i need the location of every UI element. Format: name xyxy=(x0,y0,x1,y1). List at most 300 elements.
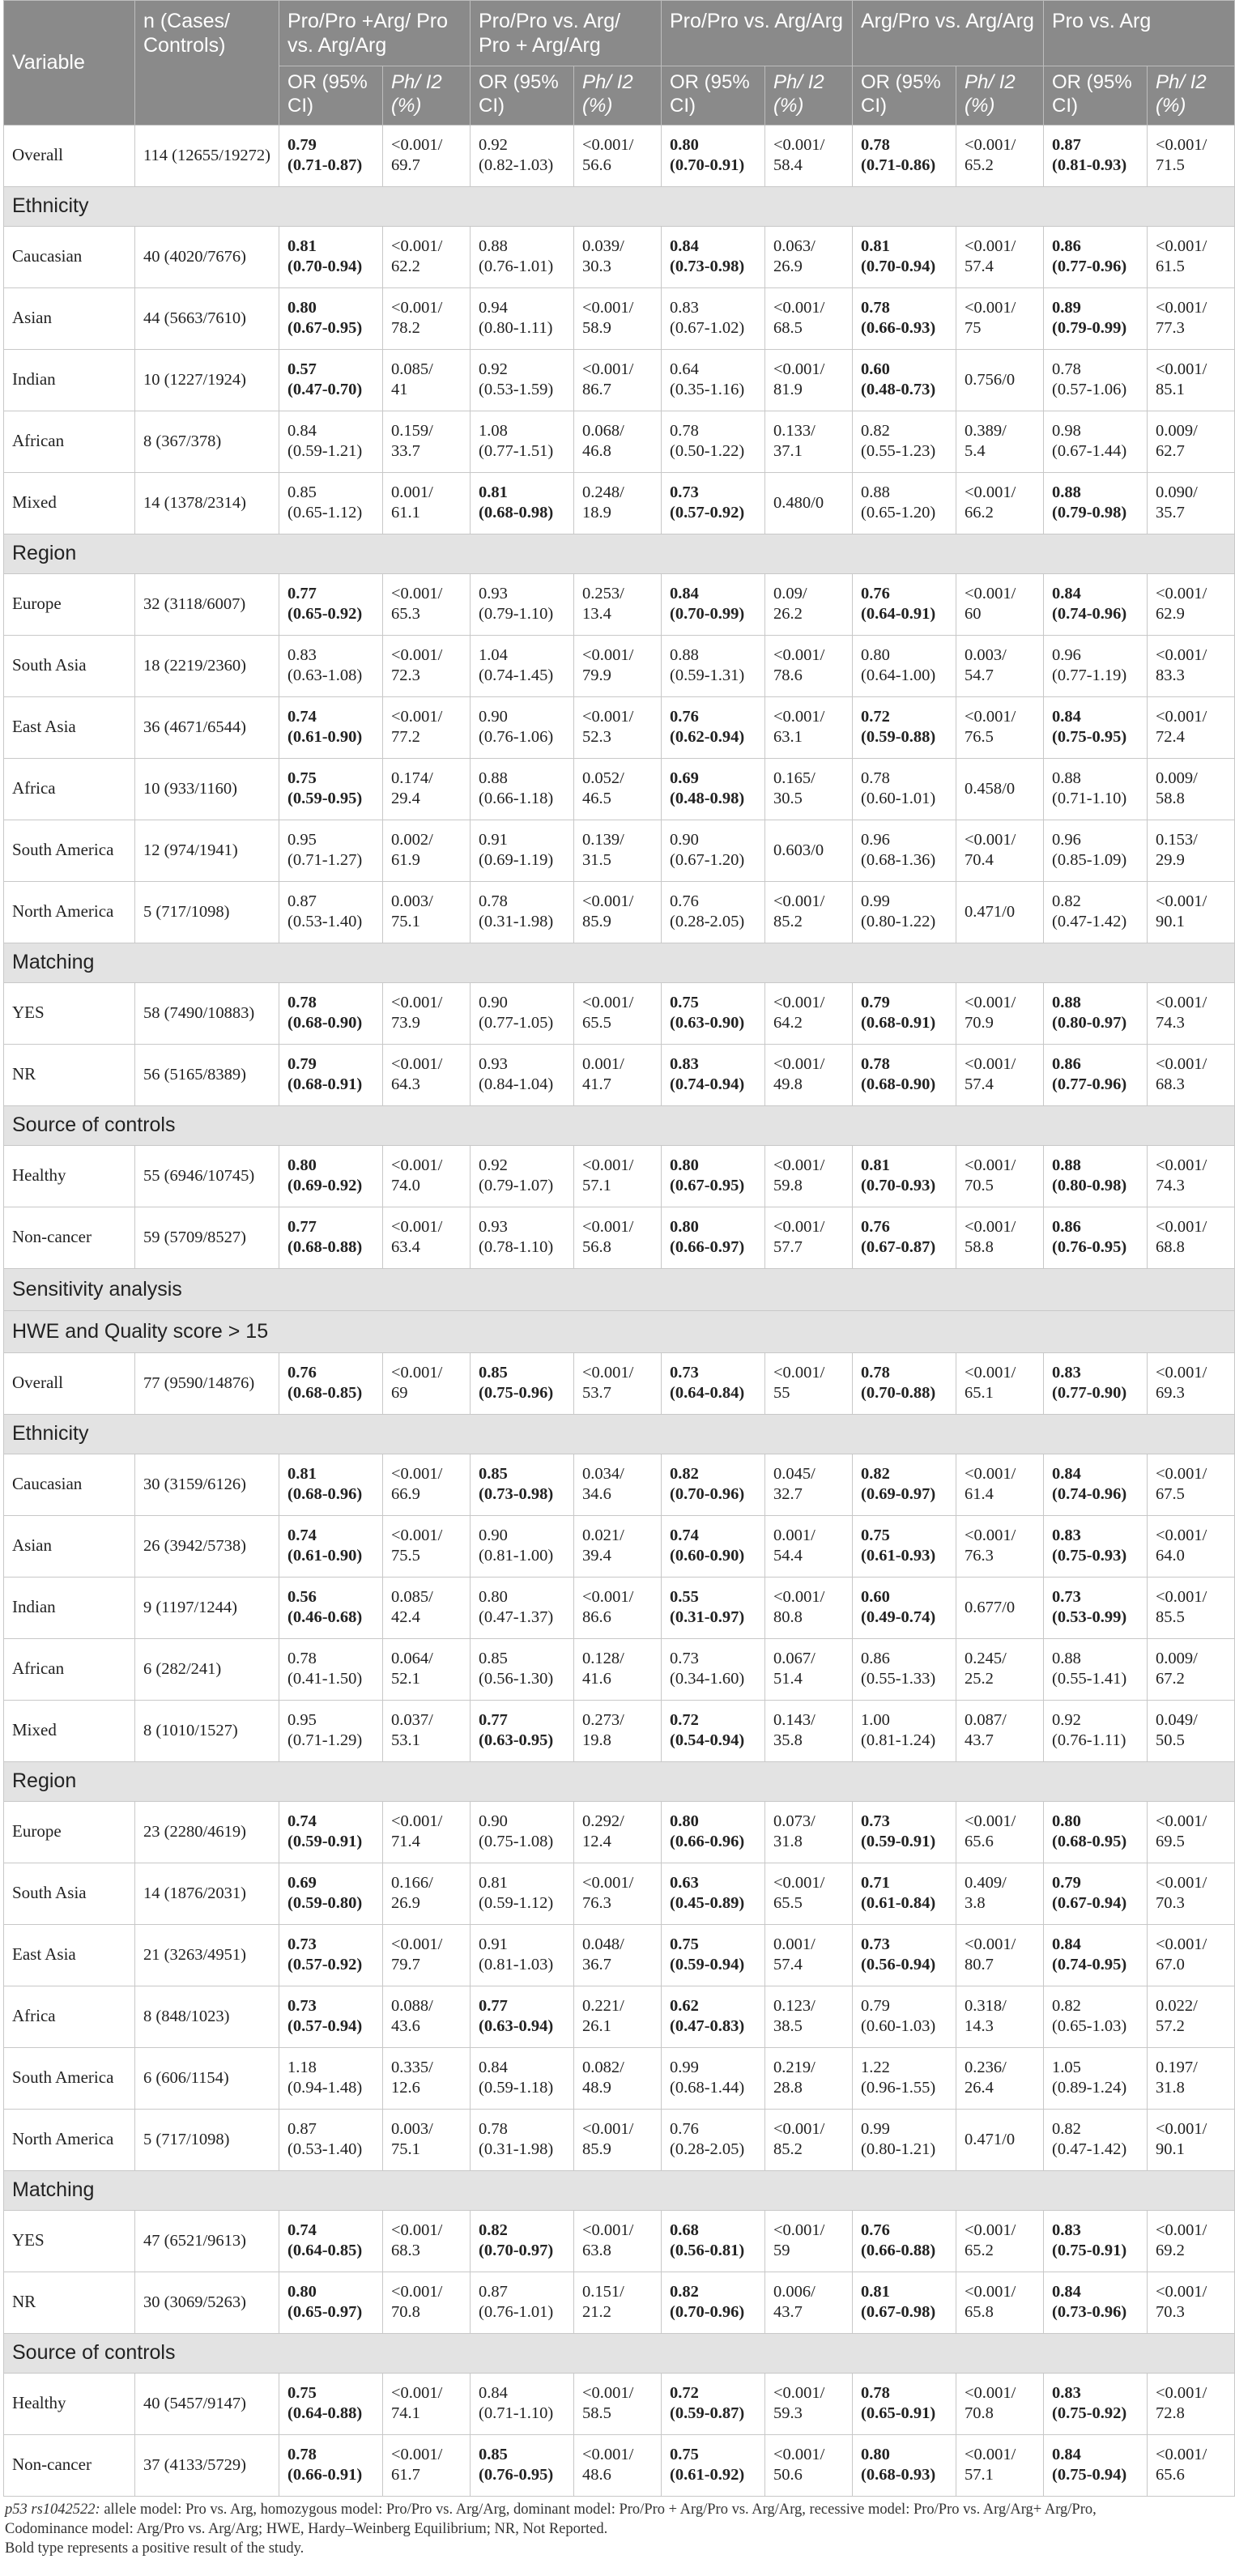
or-ci-cell xyxy=(471,1700,574,1761)
i-squared: 76.3 xyxy=(582,1894,611,1913)
or-ci-cell xyxy=(1044,1352,1148,1414)
i-squared: 78.6 xyxy=(773,666,803,685)
row-n-cases-controls: 58 (7490/10883) xyxy=(135,982,279,1044)
or-ci-cell xyxy=(853,2047,956,2109)
or-ci-cell xyxy=(1044,696,1148,758)
ph-i2-cell xyxy=(383,2109,471,2170)
odds-ratio: 0.84 xyxy=(287,422,317,441)
table-row xyxy=(4,2373,1235,2434)
or-ci-cell xyxy=(662,1638,765,1700)
table-row xyxy=(4,1515,1235,1577)
p-heterogeneity: <0.001/ xyxy=(965,2384,1016,2403)
p-heterogeneity: <0.001/ xyxy=(965,2221,1016,2240)
i-squared: 79.7 xyxy=(391,1956,420,1974)
odds-ratio: 0.80 xyxy=(1052,1812,1081,1831)
confidence-interval: (0.49-0.74) xyxy=(861,1608,936,1627)
odds-ratio: 0.87 xyxy=(1052,136,1081,155)
section-label: Matching xyxy=(4,2170,1235,2210)
or-ci-cell xyxy=(853,2109,956,2170)
row-n-cases-controls: 77 (9590/14876) xyxy=(135,1352,279,1414)
odds-ratio: 0.71 xyxy=(861,1874,890,1893)
confidence-interval: (0.54-0.94) xyxy=(670,1731,745,1750)
i-squared: 46.8 xyxy=(582,442,611,461)
p-heterogeneity: 0.236/ xyxy=(965,2059,1007,2077)
confidence-interval: (0.41-1.50) xyxy=(287,1670,363,1688)
ph-i2-cell xyxy=(956,1700,1044,1761)
or-ci-cell xyxy=(853,2373,956,2434)
odds-ratio: 0.76 xyxy=(861,1218,890,1237)
odds-ratio: 0.83 xyxy=(1052,2384,1081,2403)
row-n-cases-controls: 40 (5457/9147) xyxy=(135,2373,279,2434)
ph-i2-cell xyxy=(1148,125,1235,186)
i-squared: 68.8 xyxy=(1156,1238,1185,1257)
confidence-interval: (0.59-0.91) xyxy=(287,1833,363,1851)
p-heterogeneity: 0.003/ xyxy=(965,646,1007,665)
odds-ratio: 0.92 xyxy=(479,136,508,155)
odds-ratio: 0.99 xyxy=(670,2059,699,2077)
subheader-ph-i2 xyxy=(956,66,1044,126)
i-squared: 65.2 xyxy=(965,156,994,175)
i-squared: 65.6 xyxy=(965,1833,994,1851)
or-ci-cell xyxy=(662,1801,765,1863)
or-ci-cell xyxy=(853,1145,956,1207)
ph-i2-cell xyxy=(1148,1924,1235,1986)
odds-ratio: 0.85 xyxy=(479,1650,508,1668)
row-n-cases-controls: 12 (974/1941) xyxy=(135,820,279,881)
p-heterogeneity: <0.001/ xyxy=(773,299,825,317)
odds-ratio: 0.73 xyxy=(287,1935,317,1954)
confidence-interval: (0.47-0.83) xyxy=(670,2017,745,2036)
ph-i2-cell xyxy=(1148,1700,1235,1761)
ph-i2-cell xyxy=(1148,1515,1235,1577)
row-n-cases-controls: 8 (848/1023) xyxy=(135,1986,279,2047)
i-squared: 30.3 xyxy=(582,258,611,276)
odds-ratio: 0.96 xyxy=(1052,831,1081,849)
odds-ratio: 0.81 xyxy=(861,237,890,256)
odds-ratio: 0.82 xyxy=(479,2221,508,2240)
ph-i2-cell xyxy=(383,1207,471,1268)
or-ci-cell xyxy=(279,2109,383,2170)
row-variable: East Asia xyxy=(4,696,135,758)
or-ci-cell xyxy=(662,411,765,472)
row-variable: Indian xyxy=(4,1577,135,1638)
ph-i2-cell xyxy=(574,1801,662,1863)
p-heterogeneity: 0.756/0 xyxy=(965,370,1016,389)
i-squared: 74.3 xyxy=(1156,1014,1185,1033)
odds-ratio: 0.92 xyxy=(479,360,508,379)
odds-ratio: 0.77 xyxy=(479,1711,508,1730)
p-heterogeneity: 0.049/ xyxy=(1156,1711,1198,1730)
row-n-cases-controls: 37 (4133/5729) xyxy=(135,2434,279,2496)
ph-i2-cell xyxy=(383,635,471,696)
odds-ratio: 0.96 xyxy=(1052,646,1081,665)
table-row xyxy=(4,1352,1235,1414)
ph-i2-cell xyxy=(765,1638,853,1700)
odds-ratio: 0.93 xyxy=(479,1055,508,1074)
row-variable: East Asia xyxy=(4,1924,135,1986)
i-squared: 51.4 xyxy=(773,1670,803,1688)
odds-ratio: 0.86 xyxy=(861,1650,890,1668)
odds-ratio: 0.80 xyxy=(670,1812,699,1831)
or-ci-cell xyxy=(279,635,383,696)
confidence-interval: (0.68-0.91) xyxy=(861,1014,936,1033)
p-heterogeneity: <0.001/ xyxy=(965,1526,1016,1545)
i-squared: 21.2 xyxy=(582,2303,611,2322)
or-ci-cell xyxy=(279,1577,383,1638)
odds-ratio: 0.88 xyxy=(1052,1650,1081,1668)
p-heterogeneity: 0.009/ xyxy=(1156,422,1198,441)
p-heterogeneity: <0.001/ xyxy=(1156,1156,1207,1175)
odds-ratio: 0.84 xyxy=(1052,585,1081,603)
i-squared: 85.2 xyxy=(773,2140,803,2159)
confidence-interval: (0.64-0.88) xyxy=(287,2404,363,2423)
or-ci-cell xyxy=(662,1515,765,1577)
i-squared: 69 xyxy=(391,1384,408,1403)
p-heterogeneity: 0.037/ xyxy=(391,1711,433,1730)
ph-i2-cell xyxy=(574,2210,662,2272)
i-squared: 75 xyxy=(965,319,982,338)
subheader-ph-i2-label: Ph/ I2 (%) xyxy=(582,71,633,117)
confidence-interval: (0.56-0.94) xyxy=(861,1956,936,1974)
p-heterogeneity: <0.001/ xyxy=(582,299,634,317)
or-ci-cell xyxy=(1044,2272,1148,2333)
i-squared: 28.8 xyxy=(773,2079,803,2097)
or-ci-cell xyxy=(662,758,765,820)
or-ci-cell xyxy=(853,349,956,411)
odds-ratio: 0.75 xyxy=(287,769,317,788)
odds-ratio: 0.75 xyxy=(670,2446,699,2464)
or-ci-cell xyxy=(853,573,956,635)
p-heterogeneity: 0.034/ xyxy=(582,1465,624,1484)
p-heterogeneity: <0.001/ xyxy=(1156,1218,1207,1237)
row-n-cases-controls: 23 (2280/4619) xyxy=(135,1801,279,1863)
or-ci-cell xyxy=(662,1454,765,1515)
odds-ratio: 0.73 xyxy=(287,1997,317,2016)
confidence-interval: (0.81-0.93) xyxy=(1052,156,1127,175)
or-ci-cell xyxy=(471,1207,574,1268)
p-heterogeneity: <0.001/ xyxy=(582,646,634,665)
odds-ratio: 1.05 xyxy=(1052,2059,1081,2077)
or-ci-cell xyxy=(279,2272,383,2333)
odds-ratio: 0.84 xyxy=(1052,1935,1081,1954)
or-ci-cell xyxy=(853,287,956,349)
p-heterogeneity: <0.001/ xyxy=(391,1526,443,1545)
p-heterogeneity: 0.063/ xyxy=(773,237,816,256)
confidence-interval: (0.68-0.91) xyxy=(287,1075,363,1094)
or-ci-cell xyxy=(471,1863,574,1924)
odds-ratio: 0.81 xyxy=(287,1465,317,1484)
ph-i2-cell xyxy=(1148,1207,1235,1268)
p-heterogeneity: <0.001/ xyxy=(773,892,825,911)
i-squared: 70.8 xyxy=(965,2404,994,2423)
or-ci-cell xyxy=(662,125,765,186)
i-squared: 57.4 xyxy=(773,1956,803,1974)
confidence-interval: (0.81-1.24) xyxy=(861,1731,936,1750)
or-ci-cell xyxy=(471,1515,574,1577)
i-squared: 85.2 xyxy=(773,913,803,931)
or-ci-cell xyxy=(279,226,383,287)
ph-i2-cell xyxy=(765,2047,853,2109)
i-squared: 50.6 xyxy=(773,2466,803,2484)
p-heterogeneity: <0.001/ xyxy=(965,237,1016,256)
ph-i2-cell xyxy=(383,2047,471,2109)
confidence-interval: (0.76-1.11) xyxy=(1052,1731,1126,1750)
odds-ratio: 0.78 xyxy=(861,1055,890,1074)
i-squared: 26.9 xyxy=(391,1894,420,1913)
i-squared: 56.6 xyxy=(582,156,611,175)
ph-i2-cell xyxy=(574,573,662,635)
ph-i2-cell xyxy=(956,1352,1044,1414)
ph-i2-cell xyxy=(956,2210,1044,2272)
ph-i2-cell xyxy=(765,1924,853,1986)
p-heterogeneity: <0.001/ xyxy=(1156,1874,1207,1893)
confidence-interval: (0.68-0.88) xyxy=(287,1238,363,1257)
row-variable: North America xyxy=(4,881,135,943)
or-ci-cell xyxy=(471,982,574,1044)
p-heterogeneity: 0.219/ xyxy=(773,2059,816,2077)
table-row xyxy=(4,2210,1235,2272)
confidence-interval: (0.71-0.87) xyxy=(287,156,363,175)
row-n-cases-controls: 5 (717/1098) xyxy=(135,881,279,943)
table-row xyxy=(4,1454,1235,1515)
p-heterogeneity: <0.001/ xyxy=(965,708,1016,726)
table-row xyxy=(4,349,1235,411)
confidence-interval: (0.71-1.29) xyxy=(287,1731,363,1750)
p-heterogeneity: 0.002/ xyxy=(391,831,433,849)
odds-ratio: 0.84 xyxy=(1052,2283,1081,2301)
ph-i2-cell xyxy=(1148,1801,1235,1863)
row-variable: South America xyxy=(4,2047,135,2109)
i-squared: 41 xyxy=(391,381,408,399)
or-ci-cell xyxy=(471,573,574,635)
i-squared: 65.5 xyxy=(582,1014,611,1033)
row-n-cases-controls: 30 (3069/5263) xyxy=(135,2272,279,2333)
or-ci-cell xyxy=(471,125,574,186)
confidence-interval: (0.66-0.96) xyxy=(670,1833,745,1851)
ph-i2-cell xyxy=(956,287,1044,349)
ph-i2-cell xyxy=(574,1515,662,1577)
odds-ratio: 0.87 xyxy=(287,892,317,911)
or-ci-cell xyxy=(471,1145,574,1207)
odds-ratio: 0.64 xyxy=(670,360,699,379)
p-heterogeneity: <0.001/ xyxy=(965,1218,1016,1237)
or-ci-cell xyxy=(853,820,956,881)
ph-i2-cell xyxy=(1148,1454,1235,1515)
i-squared: 69.7 xyxy=(391,156,420,175)
p-heterogeneity: <0.001/ xyxy=(1156,1812,1207,1831)
or-ci-cell xyxy=(662,2109,765,2170)
p-heterogeneity: <0.001/ xyxy=(965,1465,1016,1484)
ph-i2-cell xyxy=(1148,1145,1235,1207)
or-ci-cell xyxy=(853,1863,956,1924)
or-ci-cell xyxy=(471,635,574,696)
subheader-ph-i2-label: Ph/ I2 (%) xyxy=(965,71,1016,117)
p-heterogeneity: <0.001/ xyxy=(1156,1526,1207,1545)
ph-i2-cell xyxy=(765,635,853,696)
subheader-ph-i2 xyxy=(383,66,471,126)
odds-ratio: 0.81 xyxy=(479,483,508,502)
confidence-interval: (0.94-1.48) xyxy=(287,2079,363,2097)
odds-ratio: 0.82 xyxy=(670,2283,699,2301)
confidence-interval: (0.77-0.96) xyxy=(1052,258,1127,276)
confidence-interval: (0.77-0.90) xyxy=(1052,1384,1127,1403)
p-heterogeneity: <0.001/ xyxy=(582,892,634,911)
or-ci-cell xyxy=(853,2272,956,2333)
ph-i2-cell xyxy=(956,472,1044,534)
ph-i2-cell xyxy=(765,982,853,1044)
confidence-interval: (0.78-1.10) xyxy=(479,1238,554,1257)
i-squared: 50.5 xyxy=(1156,1731,1185,1750)
ph-i2-cell xyxy=(765,1863,853,1924)
odds-ratio: 0.90 xyxy=(479,994,508,1012)
or-ci-cell xyxy=(471,1454,574,1515)
ph-i2-cell xyxy=(574,1924,662,1986)
i-squared: 77.2 xyxy=(391,728,420,747)
ph-i2-cell xyxy=(383,1638,471,1700)
i-squared: 64.2 xyxy=(773,1014,803,1033)
ph-i2-cell xyxy=(574,820,662,881)
subheader-or: OR (95% CI) xyxy=(853,66,956,126)
row-variable: South Asia xyxy=(4,1863,135,1924)
or-ci-cell xyxy=(853,125,956,186)
p-heterogeneity: 0.221/ xyxy=(582,1997,624,2016)
section-label: Source of controls xyxy=(4,2333,1235,2373)
odds-ratio: 0.81 xyxy=(479,1874,508,1893)
or-ci-cell xyxy=(279,411,383,472)
confidence-interval: (0.75-0.95) xyxy=(1052,728,1127,747)
i-squared: 58.5 xyxy=(582,2404,611,2423)
i-squared: 77.3 xyxy=(1156,319,1185,338)
row-variable: Mixed xyxy=(4,1700,135,1761)
table-row xyxy=(4,2272,1235,2333)
p-heterogeneity: <0.001/ xyxy=(582,1156,634,1175)
p-heterogeneity: 0.082/ xyxy=(582,2059,624,2077)
i-squared: 72.4 xyxy=(1156,728,1185,747)
p-heterogeneity: 0.021/ xyxy=(582,1526,624,1545)
ph-i2-cell xyxy=(383,1986,471,2047)
i-squared: 61.5 xyxy=(1156,258,1185,276)
p-heterogeneity: <0.001/ xyxy=(391,708,443,726)
or-ci-cell xyxy=(662,1207,765,1268)
confidence-interval: (0.68-0.98) xyxy=(479,504,554,522)
odds-ratio: 0.72 xyxy=(861,708,890,726)
odds-ratio: 0.93 xyxy=(479,585,508,603)
ph-i2-cell xyxy=(765,2373,853,2434)
p-heterogeneity: <0.001/ xyxy=(582,136,634,155)
confidence-interval: (0.66-0.93) xyxy=(861,319,936,338)
i-squared: 53.1 xyxy=(391,1731,420,1750)
section-label: Matching xyxy=(4,943,1235,982)
p-heterogeneity: <0.001/ xyxy=(965,831,1016,849)
i-squared: 71.5 xyxy=(1156,156,1185,175)
table-row xyxy=(4,1924,1235,1986)
ph-i2-cell xyxy=(765,472,853,534)
confidence-interval: (0.60-0.90) xyxy=(670,1547,745,1565)
p-heterogeneity: 0.165/ xyxy=(773,769,816,788)
or-ci-cell xyxy=(1044,1044,1148,1105)
odds-ratio: 0.86 xyxy=(1052,237,1081,256)
section-label: HWE and Quality score > 15 xyxy=(4,1310,1235,1352)
or-ci-cell xyxy=(662,881,765,943)
odds-ratio: 0.94 xyxy=(479,299,508,317)
confidence-interval: (0.68-0.85) xyxy=(287,1384,363,1403)
subheader-or: OR (95% CI) xyxy=(279,66,383,126)
ph-i2-cell xyxy=(383,758,471,820)
ph-i2-cell xyxy=(765,2109,853,2170)
odds-ratio: 0.95 xyxy=(287,831,317,849)
or-ci-cell xyxy=(1044,287,1148,349)
i-squared: 48.9 xyxy=(582,2079,611,2097)
or-ci-cell xyxy=(279,696,383,758)
i-squared: 5.4 xyxy=(965,442,986,461)
row-n-cases-controls: 9 (1197/1244) xyxy=(135,1577,279,1638)
p-heterogeneity: <0.001/ xyxy=(965,1364,1016,1382)
ph-i2-cell xyxy=(956,635,1044,696)
or-ci-cell xyxy=(1044,2373,1148,2434)
odds-ratio: 0.77 xyxy=(287,1218,317,1237)
row-n-cases-controls: 47 (6521/9613) xyxy=(135,2210,279,2272)
p-heterogeneity: 0.087/ xyxy=(965,1711,1007,1730)
ph-i2-cell xyxy=(765,1145,853,1207)
ph-i2-cell xyxy=(1148,2047,1235,2109)
i-squared: 26.4 xyxy=(965,2079,994,2097)
ph-i2-cell xyxy=(956,125,1044,186)
p-heterogeneity: <0.001/ xyxy=(582,2221,634,2240)
confidence-interval: (0.63-0.95) xyxy=(479,1731,554,1750)
ph-i2-cell xyxy=(574,1700,662,1761)
confidence-interval: (0.67-0.87) xyxy=(861,1238,936,1257)
or-ci-cell xyxy=(1044,2210,1148,2272)
confidence-interval: (0.77-1.05) xyxy=(479,1014,554,1033)
or-ci-cell xyxy=(1044,2434,1148,2496)
table-row xyxy=(4,1986,1235,2047)
confidence-interval: (0.61-0.93) xyxy=(861,1547,936,1565)
row-variable: African xyxy=(4,411,135,472)
odds-ratio: 0.78 xyxy=(861,769,890,788)
p-heterogeneity: <0.001/ xyxy=(1156,136,1207,155)
p-heterogeneity: 0.471/0 xyxy=(965,2130,1016,2148)
ph-i2-cell xyxy=(574,226,662,287)
confidence-interval: (0.50-1.22) xyxy=(670,442,745,461)
ph-i2-cell xyxy=(383,349,471,411)
i-squared: 74.1 xyxy=(391,2404,420,2423)
i-squared: 64.0 xyxy=(1156,1547,1185,1565)
p-heterogeneity: 0.001/ xyxy=(773,1526,816,1545)
table-row xyxy=(4,982,1235,1044)
row-n-cases-controls: 30 (3159/6126) xyxy=(135,1454,279,1515)
confidence-interval: (0.28-2.05) xyxy=(670,913,745,931)
odds-ratio: 0.78 xyxy=(479,892,508,911)
or-ci-cell xyxy=(853,2210,956,2272)
p-heterogeneity: <0.001/ xyxy=(1156,360,1207,379)
ph-i2-cell xyxy=(383,2210,471,2272)
ph-i2-cell xyxy=(574,1863,662,1924)
i-squared: 59.3 xyxy=(773,2404,803,2423)
confidence-interval: (0.67-0.94) xyxy=(1052,1894,1127,1913)
p-heterogeneity: 0.022/ xyxy=(1156,1997,1198,2016)
p-heterogeneity: 0.318/ xyxy=(965,1997,1007,2016)
confidence-interval: (0.71-1.10) xyxy=(1052,790,1127,808)
i-squared: 58.8 xyxy=(965,1238,994,1257)
header-group-4: Arg/Pro vs. Arg/Arg xyxy=(853,1,1044,66)
ph-i2-cell xyxy=(765,2434,853,2496)
or-ci-cell xyxy=(471,349,574,411)
odds-ratio: 0.90 xyxy=(479,708,508,726)
p-heterogeneity: 0.128/ xyxy=(582,1650,624,1668)
p-heterogeneity: <0.001/ xyxy=(582,994,634,1012)
confidence-interval: (0.71-0.86) xyxy=(861,156,936,175)
p-heterogeneity: 0.064/ xyxy=(391,1650,433,1668)
